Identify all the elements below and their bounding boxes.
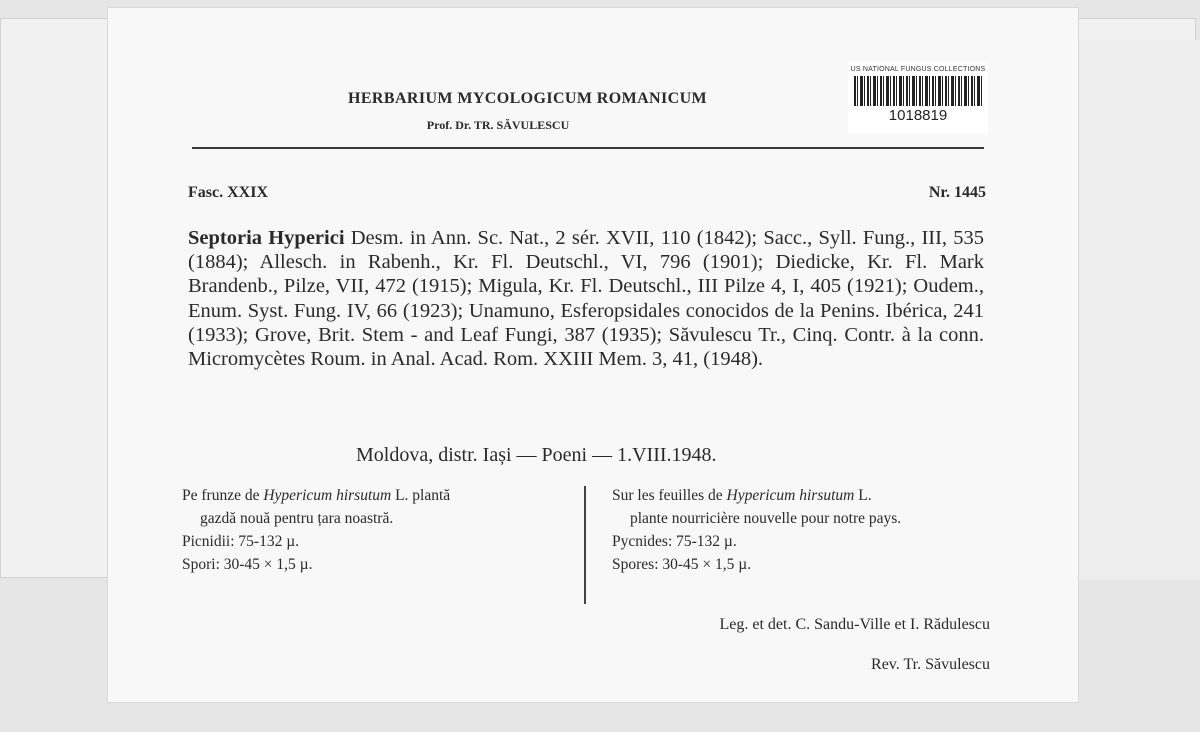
romanian-spori: Spori: 30-45 × 1,5 µ.: [182, 556, 313, 573]
barcode-number: 1018819: [888, 107, 948, 124]
host-name: Hypericum hirsutum: [726, 487, 855, 504]
french-host-line: Sur les feuilles de Hypericum hirsutum L.: [612, 487, 872, 504]
french-pycnides: Pycnides: 75-132 µ.: [612, 533, 737, 550]
header-rule: [192, 147, 984, 149]
label-subtitle: Prof. Dr. TR. SĂVULESCU: [426, 118, 570, 132]
specimen-number: Nr. 1445: [928, 184, 986, 201]
barcode-institution: US NATIONAL FUNGUS COLLECTIONS: [850, 66, 986, 73]
revision-line: Rev. Tr. Săvulescu: [871, 656, 990, 673]
romanian-description: [182, 484, 562, 576]
taxon-citation: [188, 226, 984, 371]
french-description: [612, 484, 992, 576]
french-host-note: plante nourricière nouvelle pour notre pays.: [630, 510, 902, 527]
fascicle-number: Fasc. XXIX: [188, 184, 268, 201]
taxon-name: Septoria Hyperici: [188, 227, 345, 249]
column-divider: [584, 486, 586, 604]
barcode-icon: [854, 76, 982, 106]
label-title: HERBARIUM MYCOLOGICUM ROMANICUM: [348, 90, 708, 107]
romanian-host-line: Pe frunze de Hypericum hirsutum L. plantă: [182, 487, 451, 504]
romanian-picnidii: Picnidii: 75-132 µ.: [182, 533, 299, 550]
herbarium-label: [108, 8, 1078, 702]
citation-text: Desm. in Ann. Sc. Nat., 2 sér. XVII, 110 (1842); Sacc., Syll. Fung., III, 535 (1884); Allesch. in Rabenh., Kr. Fl. Deutschl., VI, 796 (1901); Diedicke, Kr. Fl. Mark Brandenb., Pilze, VII, 472 (1915); Migula, Kr. Fl. Deutschl., III Pilze 4, I, 405 (1921); Oudem., Enum. Syst. Fung. IV, 66 (1923); Unamuno, Esferopsidales conocidos de la Penins. Ibérica, 241 (1933); Grove, Brit. Stem - and Leaf Fungi, 387 (1935); Săvulescu Tr., Cinq. Contr. à la conn. Micromycètes Roum. in Anal. Acad. Rom. XXIII Mem. 3, 41, (1948).: [188, 227, 985, 371]
background-fold: [1060, 40, 1200, 580]
barcode-label: [848, 62, 988, 134]
french-spores: Spores: 30-45 × 1,5 µ.: [612, 556, 752, 573]
host-name: Hypericum hirsutum: [263, 487, 392, 504]
collector-line: Leg. et det. C. Sandu-Ville et I. Rădulescu: [719, 616, 990, 633]
locality-line: Moldova, distr. Iași — Poeni — 1.VIII.1948.: [356, 444, 717, 466]
romanian-host-note: gazdă nouă pentru țara noastră.: [200, 510, 394, 527]
